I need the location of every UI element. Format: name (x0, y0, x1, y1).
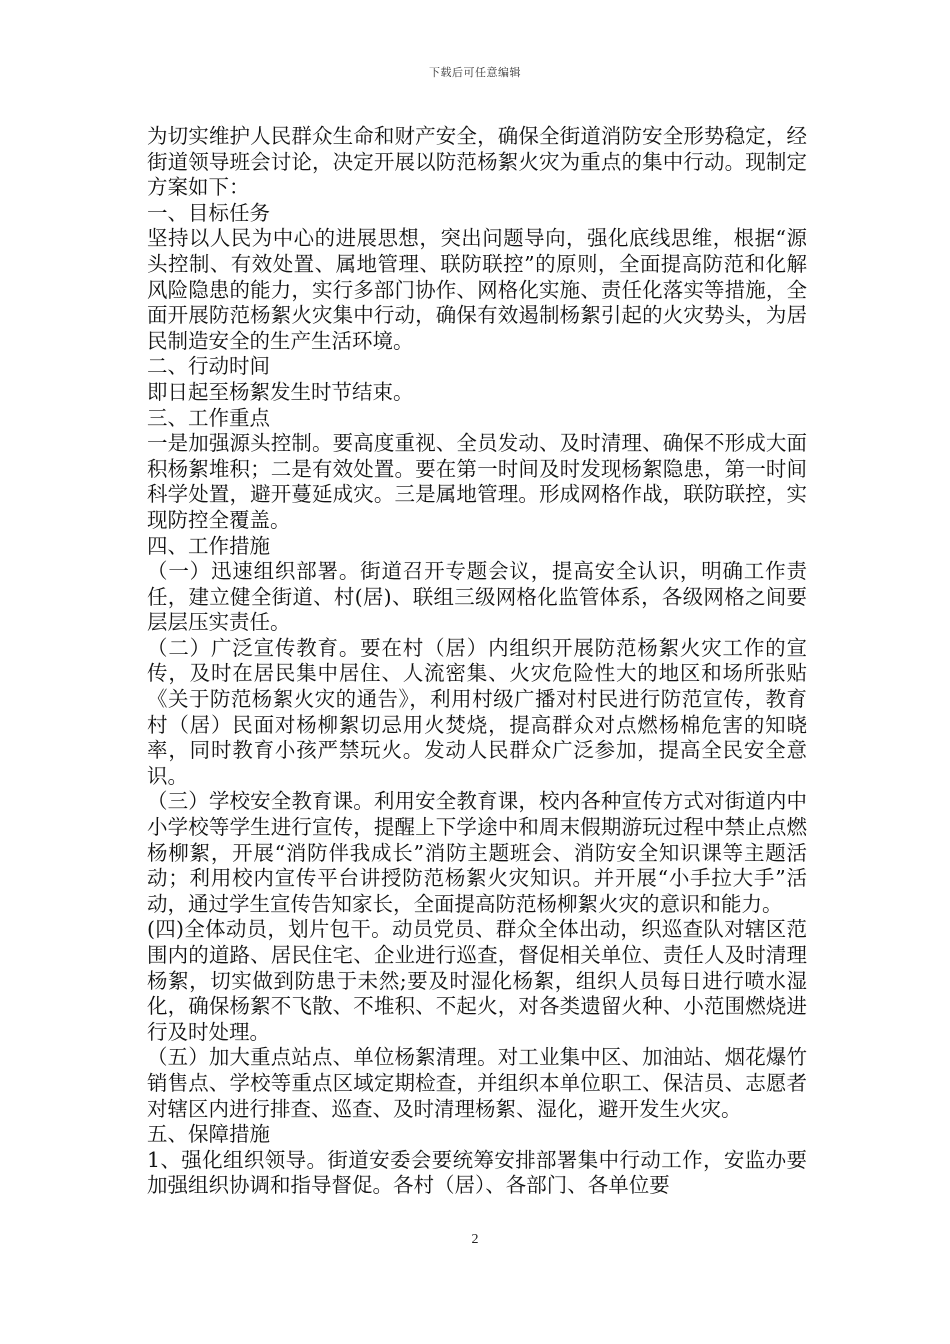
paragraph: （二）广泛宣传教育。要在村（居）内组织开展防范杨絮火灾工作的宣传，及时在居民集中居住、人流密集、火灾危险性大的地区和场所张贴《关于防范杨絮火灾的通告》，利用村级广播对村民进行防范宣传，教育村（居）民面对杨柳絮切忌用火焚烧，提高群众对点燃杨棉危害的知晓率，同时教育小孩严禁玩火。发动人民群众广泛参加，提高全民安全意识。 (147, 635, 807, 788)
paragraph: 即日起至杨絮发生时节结束。 (147, 379, 414, 404)
paragraph: （三）学校安全教育课。利用安全教育课，校内各种宣传方式对街道内中小学校等学生进行宣传，提醒上下学途中和周末假期游玩过程中禁止点燃杨柳絮，开展“消防伴我成长”消防主题班会、消防安全知识课等主题活动；利用校内宣传平台讲授防范杨絮火灾知识。并开展“小手拉大手”活动，通过学生宣传告知家长，全面提高防范杨柳絮火灾的意识和能力。 (147, 789, 807, 916)
paragraph: 坚持以人民为中心的进展思想，突出问题导向，强化底线思维，根据“源头控制、有效处置、属地管理、联防联控”的原则，全面提高防范和化解风险隐患的能力，实行多部门协作、网格化实施、责任化落实等措施，全面开展防范杨絮火灾集中行动，确保有效遏制杨絮引起的火灾势头，为居民制造安全的生产生活环境。 (147, 226, 807, 353)
paragraph: 1、强化组织领导。街道安委会要统筹安排部署集中行动工作，安监办要加强组织协调和指导督促。各村（居）、各部门、各单位要 (147, 1147, 807, 1198)
section-heading: 一、目标任务 (147, 200, 270, 225)
paragraph: 一是加强源头控制。要高度重视、全员发动、及时清理、确保不形成大面积杨絮堆积；二是有效处置。要在第一时间及时发现杨絮隐患，第一时间科学处置，避开蔓延成灾。三是属地管理。形成网格作战，联防联控，实现防控全覆盖。 (147, 431, 807, 532)
page-header: 下载后可任意编辑 (429, 66, 521, 79)
page-number: 2 (471, 1232, 479, 1247)
document-body (147, 124, 807, 1199)
paragraph: （五）加大重点站点、单位杨絮清理。对工业集中区、加油站、烟花爆竹销售点、学校等重点区域定期检查，并组织本单位职工、保洁员、志愿者对辖区内进行排查、巡查、及时清理杨絮、湿化，避开发生火灾。 (147, 1045, 807, 1121)
section-heading: 二、行动时间 (147, 354, 270, 379)
paragraph: (四)全体动员，划片包干。动员党员、群众全体出动，织巡查队对辖区范围内的道路、居民住宅、企业进行巡查，督促相关单位、责任人及时清理杨絮，切实做到防患于未然;要及时湿化杨絮，组织人员每日进行喷水湿化，确保杨絮不飞散、不堆积、不起火，对各类遗留火种、小范围燃烧进行及时处理。 (147, 917, 807, 1044)
intro-paragraph: 为切实维护人民群众生命和财产安全，确保全街道消防安全形势稳定，经街道领导班会讨论，决定开展以防范杨絮火灾为重点的集中行动。现制定方案如下： (147, 124, 807, 200)
section-heading: 四、工作措施 (147, 533, 270, 558)
section-heading: 三、工作重点 (147, 405, 270, 430)
paragraph: （一）迅速组织部署。街道召开专题会议，提高安全认识，明确工作责任，建立健全街道、村(居)、联组三级网格化监管体系，各级网格之间要层层压实责任。 (147, 559, 807, 635)
section-heading: 五、保障措施 (147, 1122, 270, 1147)
